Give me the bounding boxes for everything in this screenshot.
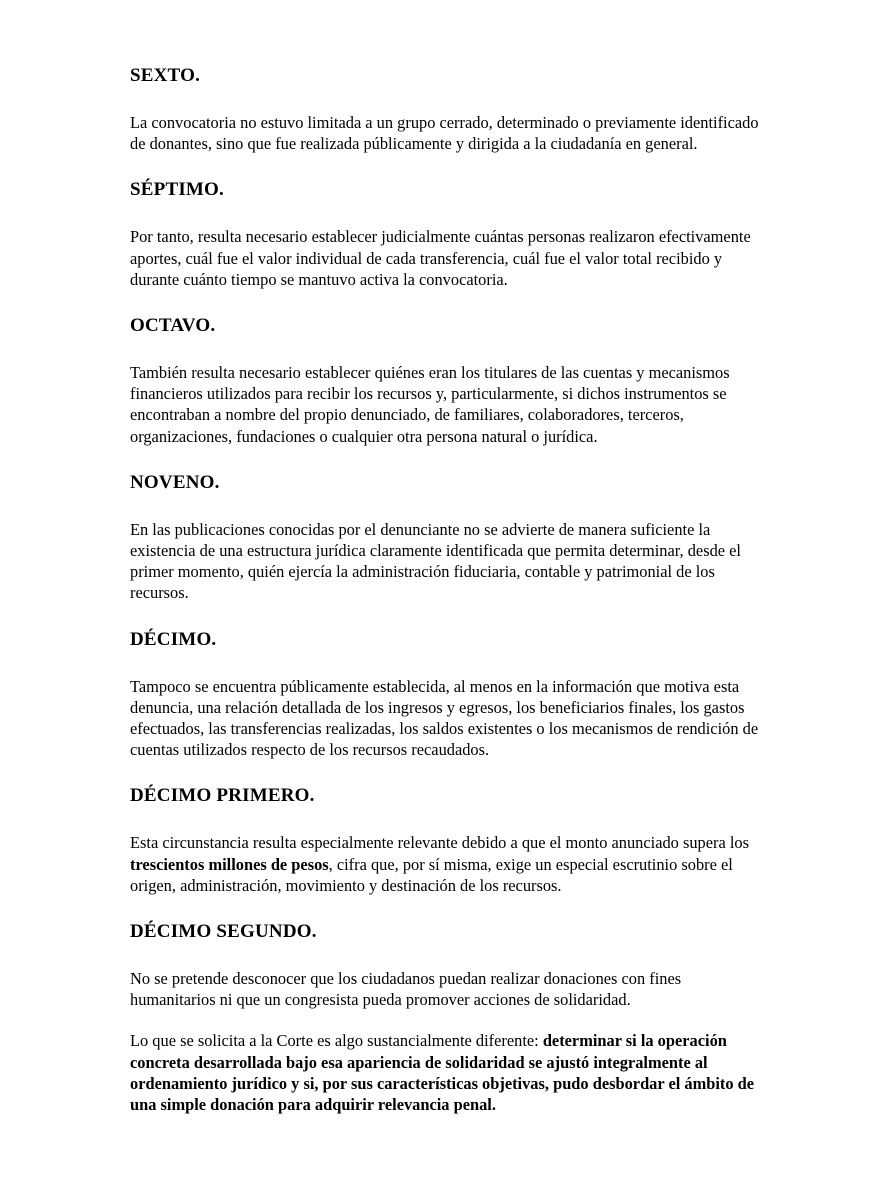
document-section bbox=[130, 784, 770, 896]
section-heading: OCTAVO. bbox=[130, 315, 216, 337]
body-paragraph bbox=[130, 676, 770, 761]
spacer bbox=[130, 290, 770, 314]
body-paragraph bbox=[130, 968, 770, 1010]
text-run: Esta circunstancia resulta especialmente relevante debido a que el monto anunciado supera los bbox=[130, 833, 749, 853]
bold-text: trescientos millones de pesos bbox=[130, 854, 329, 874]
spacer bbox=[130, 652, 770, 676]
body-paragraph bbox=[130, 362, 770, 447]
document-section bbox=[130, 920, 770, 1115]
body-paragraph bbox=[130, 1030, 770, 1115]
body-paragraph bbox=[130, 112, 770, 154]
text-run: También resulta necesario establecer quiénes eran los titulares de las cuentas y mecanismos financieros utilizados para recibir los recursos y, particularmente, si dichos instrumentos se encontraban a nombre del propio denunciado, de familiares, colaboradores, terceros, organizaciones, fundaciones o cualquier otra persona natural o jurídica. bbox=[130, 363, 730, 446]
spacer bbox=[130, 202, 770, 226]
spacer bbox=[130, 338, 770, 362]
section-heading: DÉCIMO PRIMERO. bbox=[130, 785, 315, 807]
document-section bbox=[130, 314, 770, 447]
section-heading: SÉPTIMO. bbox=[130, 179, 224, 201]
text-run: Lo que se solicita a la Corte es algo sustancialmente diferente: bbox=[130, 1031, 543, 1051]
spacer bbox=[130, 1010, 770, 1030]
spacer bbox=[130, 604, 770, 628]
spacer bbox=[130, 896, 770, 920]
section-heading: SEXTO. bbox=[130, 65, 201, 86]
body-paragraph bbox=[130, 832, 770, 896]
body-paragraph bbox=[130, 226, 770, 290]
text-run: , cifra que, por sí misma, exige un especial escrutinio sobre el origen, administración, movimiento y destinación de los recursos. bbox=[130, 854, 733, 895]
spacer bbox=[130, 154, 770, 178]
document-page bbox=[130, 64, 770, 1115]
section-heading: DÉCIMO. bbox=[130, 628, 217, 650]
spacer bbox=[130, 944, 770, 968]
section-heading: NOVENO. bbox=[130, 471, 220, 493]
bold-text: determinar si la operación concreta desarrollada bajo esa apariencia de solidaridad se ajustó integralmente al ordenamiento jurídico y si, por sus características objetivas, pudo desbordar el ámbito de una simple donación para adquirir relevancia penal. bbox=[130, 1031, 755, 1115]
document-section bbox=[130, 628, 770, 761]
body-paragraph bbox=[130, 519, 770, 604]
text-run: No se pretende desconocer que los ciudadanos puedan realizar donaciones con fines humanitarios ni que un congresista pueda promover acciones de solidaridad. bbox=[130, 969, 682, 1010]
spacer bbox=[130, 760, 770, 784]
section-heading: DÉCIMO SEGUNDO. bbox=[130, 921, 317, 943]
text-run: Tampoco se encuentra públicamente establecida, al menos en la información que motiva esta denuncia, una relación detallada de los ingresos y egresos, los beneficiarios finales, los gastos efectuados, las transferencias realizadas, los saldos existentes o los mecanismos de rendición de cuentas utilizados respecto de los recursos recaudados. bbox=[130, 676, 759, 760]
document-section bbox=[130, 64, 770, 154]
spacer bbox=[130, 808, 770, 832]
spacer bbox=[130, 495, 770, 519]
text-run: La convocatoria no estuvo limitada a un grupo cerrado, determinado o previamente identificado de donantes, sino que fue realizada públicamente y dirigida a la ciudadanía en general. bbox=[130, 113, 759, 154]
document-section bbox=[130, 471, 770, 604]
spacer bbox=[130, 447, 770, 471]
text-run: Por tanto, resulta necesario establecer judicialmente cuántas personas realizaron efectivamente aportes, cuál fue el valor individual de cada transferencia, cuál fue el valor total recibido y durante cuánto tiempo se mantuvo activa la convocatoria. bbox=[130, 227, 751, 289]
document-section bbox=[130, 178, 770, 290]
text-run: En las publicaciones conocidas por el denunciante no se advierte de manera suficiente la existencia de una estructura jurídica claramente identificada que permita determinar, desde el primer momento, quién ejercía la administración fiduciaria, contable y patrimonial de los recursos. bbox=[130, 519, 741, 603]
spacer bbox=[130, 88, 770, 112]
